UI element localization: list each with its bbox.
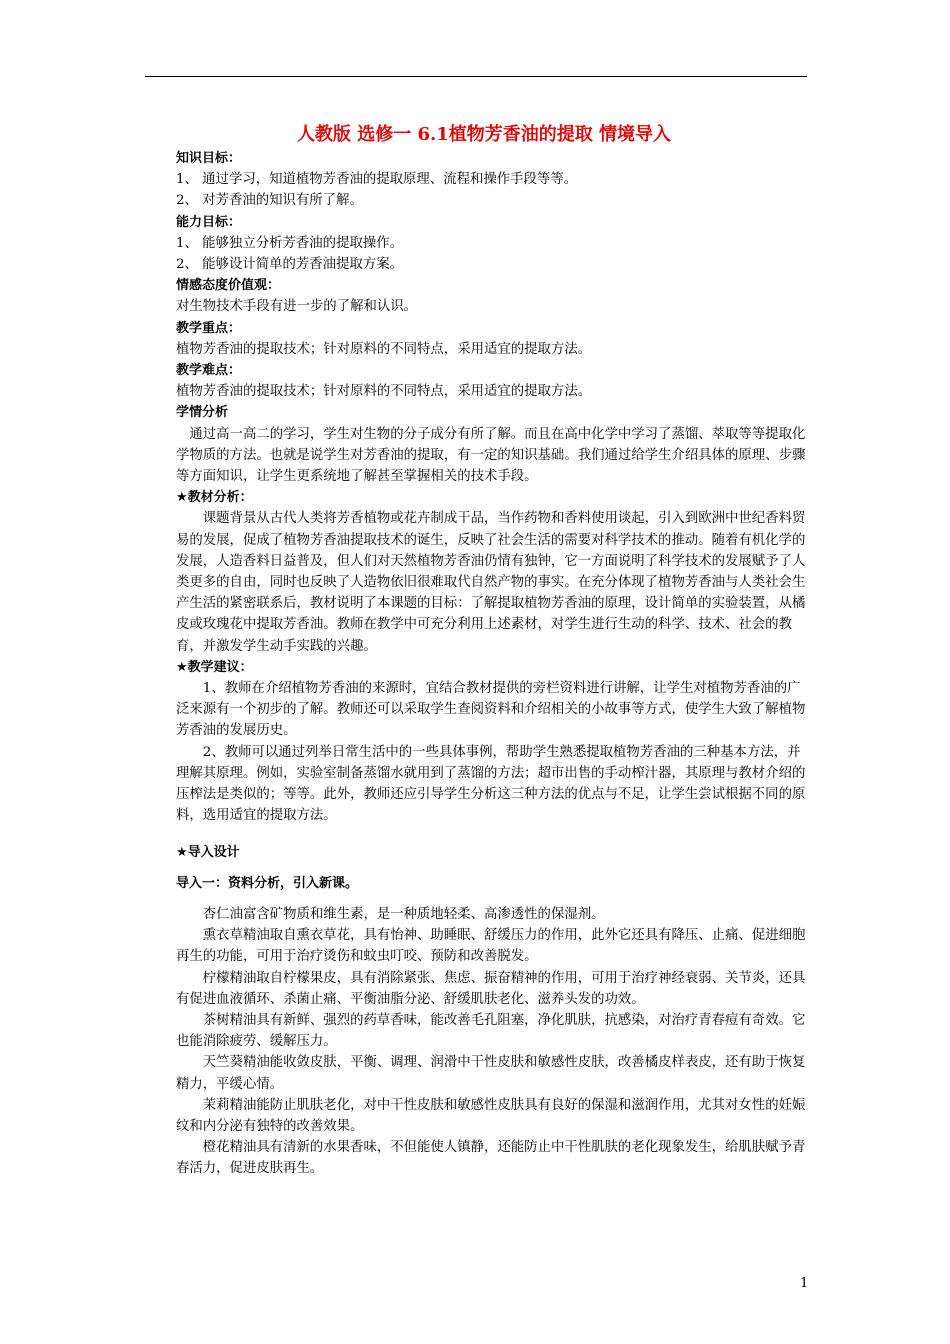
section-heading-key-points: 教学重点：	[176, 320, 242, 336]
document-title: 人教版 选修一 6.1植物芳香油的提取 情境导入	[296, 124, 672, 145]
intro-paragraph-7: 橙花精油具有清新的水果香味，不但能使人镇静，还能防止中干性肌肤的老化现象发生，给肌肤赋予青春活力，促进皮肤再生。	[176, 1140, 806, 1177]
intro-subheading: 导入一：资料分析，引入新课。	[176, 875, 359, 891]
ability-line-2: 2、 能够设计简单的芳香油提取方案。	[176, 257, 404, 273]
intro-paragraph-1: 杏仁油富含矿物质和维生素，是一种质地轻柔、高渗透性的保湿剂。	[202, 906, 605, 922]
ability-line-1: 1、 能够独立分析芳香油的提取操作。	[176, 235, 404, 251]
intro-paragraph-4: 茶树精油具有新鲜、强烈的药草香味，能改善毛孔阻塞，净化肌肤，抗感染，对治疗青春痘有奇效。它也能消除疲劳、缓解压力。	[176, 1012, 806, 1050]
page-number: 1	[800, 1276, 809, 1291]
document-body	[176, 122, 812, 1180]
intro-paragraph-3: 柠檬精油取自柠檬果皮，具有消除紧张、焦虑、振奋精神的作用，可用于治疗神经衰弱、关节炎，还具有促进血液循环、杀菌止痛、平衡油脂分泌、舒缓肌肤老化、滋养头发的功效。	[176, 970, 806, 1007]
attitude-line-1: 对生物技术手段有进一步的了解和认识。	[176, 299, 418, 315]
section-heading-knowledge: 知识目标：	[176, 151, 242, 166]
section-heading-textbook-analysis: ★教材分析：	[176, 490, 253, 506]
textbook-analysis-paragraph: 课题背景从古代人类将芳香植物或花卉制成干品，当作药物和香料使用谈起，引入到欧洲中世纪香料贸易的发展，促成了植物芳香油提取技术的诞生，反映了社会生活的需要对科学技术的推动。随着有机化学的发展，人造香料日益普及，但人们对天然植物芳香油仍情有独钟，它一方面说明了科学技术的发展赋予了人类更多的自由，同时也反映了人造物依旧很难取代自然产物的事实。在充分体现了植物芳香油与人类社会生产生活的紧密联系后，教材说明了本课题的目标：了解提取植物芳香油的原理，设计简单的实验装置，从橘皮或玫瑰花中提取芳香油。教师在教学中可充分利用上述素材，对学生进行生动的科学、技术、社会的教育，并激发学生动手实践的兴趣。	[176, 511, 806, 654]
section-heading-intro-design: ★导入设计	[176, 844, 240, 860]
section-heading-student-analysis: 学情分析	[176, 405, 229, 421]
suggestion-paragraph-1: 1、教师在介绍植物芳香油的来源时，宜结合教材提供的旁栏资料进行讲解，让学生对植物芳香油的广泛来源有一个初步的了解。教师还可以采取学生查阅资料和介绍相关的小故事等方式，使学生大致了解植物芳香油的发展历史。	[176, 681, 806, 739]
suggestion-paragraph-2: 2、教师可以通过列举日常生活中的一些具体事例，帮助学生熟悉提取植物芳香油的三种基本方法，并理解其原理。例如，实验室制备蒸馏水就用到了蒸馏的方法；超市出售的手动榨汁器，其原理与教材介绍的压榨法是类似的；等等。此外，教师还应引导学生分析这三种方法的优点与不足，让学生尝试根据不同的原料，选用适宜的提取方法。	[176, 744, 806, 824]
section-heading-attitude: 情感态度价值观：	[176, 278, 281, 294]
difficulties-line-1: 植物芳香油的提取技术；针对原料的不同特点，采用适宜的提取方法。	[176, 384, 592, 400]
intro-paragraph-6: 茉莉精油能防止肌肤老化，对中干性皮肤和敏感性皮肤具有良好的保湿和滋润作用，尤其对女性的妊娠纹和内分泌有独特的改善效果。	[176, 1097, 806, 1134]
section-heading-difficulties: 教学难点：	[176, 363, 242, 379]
section-heading-ability: 能力目标：	[176, 214, 242, 230]
key-points-line-1: 植物芳香油的提取技术；针对原料的不同特点，采用适宜的提取方法。	[176, 341, 592, 357]
intro-paragraph-2: 熏衣草精油取自熏衣草花，具有怡神、助睡眠、舒缓压力的作用，此外它还具有降压、止痛、促进细胞再生的功能，可用于治疗烫伤和蚊虫叮咬、预防和改善脱发。	[176, 928, 806, 965]
knowledge-line-1: 1、 通过学习，知道植物芳香油的提取原理、流程和操作手段等等。	[176, 172, 578, 188]
student-analysis-paragraph: 通过高一高二的学习，学生对生物的分子成分有所了解。而且在高中化学中学习了蒸馏、萃取等等提取化学物质的方法。也就是说学生对芳香油的提取，有一定的知识基础。我们通过给学生介绍具体的原理、步骤等方面知识，让学生更系统地了解甚至掌握相关的技术手段。	[176, 426, 806, 485]
section-heading-teaching-suggestions: ★教学建议：	[176, 659, 253, 675]
header-rule	[145, 76, 807, 77]
knowledge-line-2: 2、 对芳香油的知识有所了解。	[176, 193, 363, 209]
intro-paragraph-5: 天竺葵精油能收敛皮肤，平衡、调理、润滑中干性皮肤和敏感性皮肤，改善橘皮样表皮，还有助于恢复精力，平缓心情。	[176, 1055, 806, 1092]
